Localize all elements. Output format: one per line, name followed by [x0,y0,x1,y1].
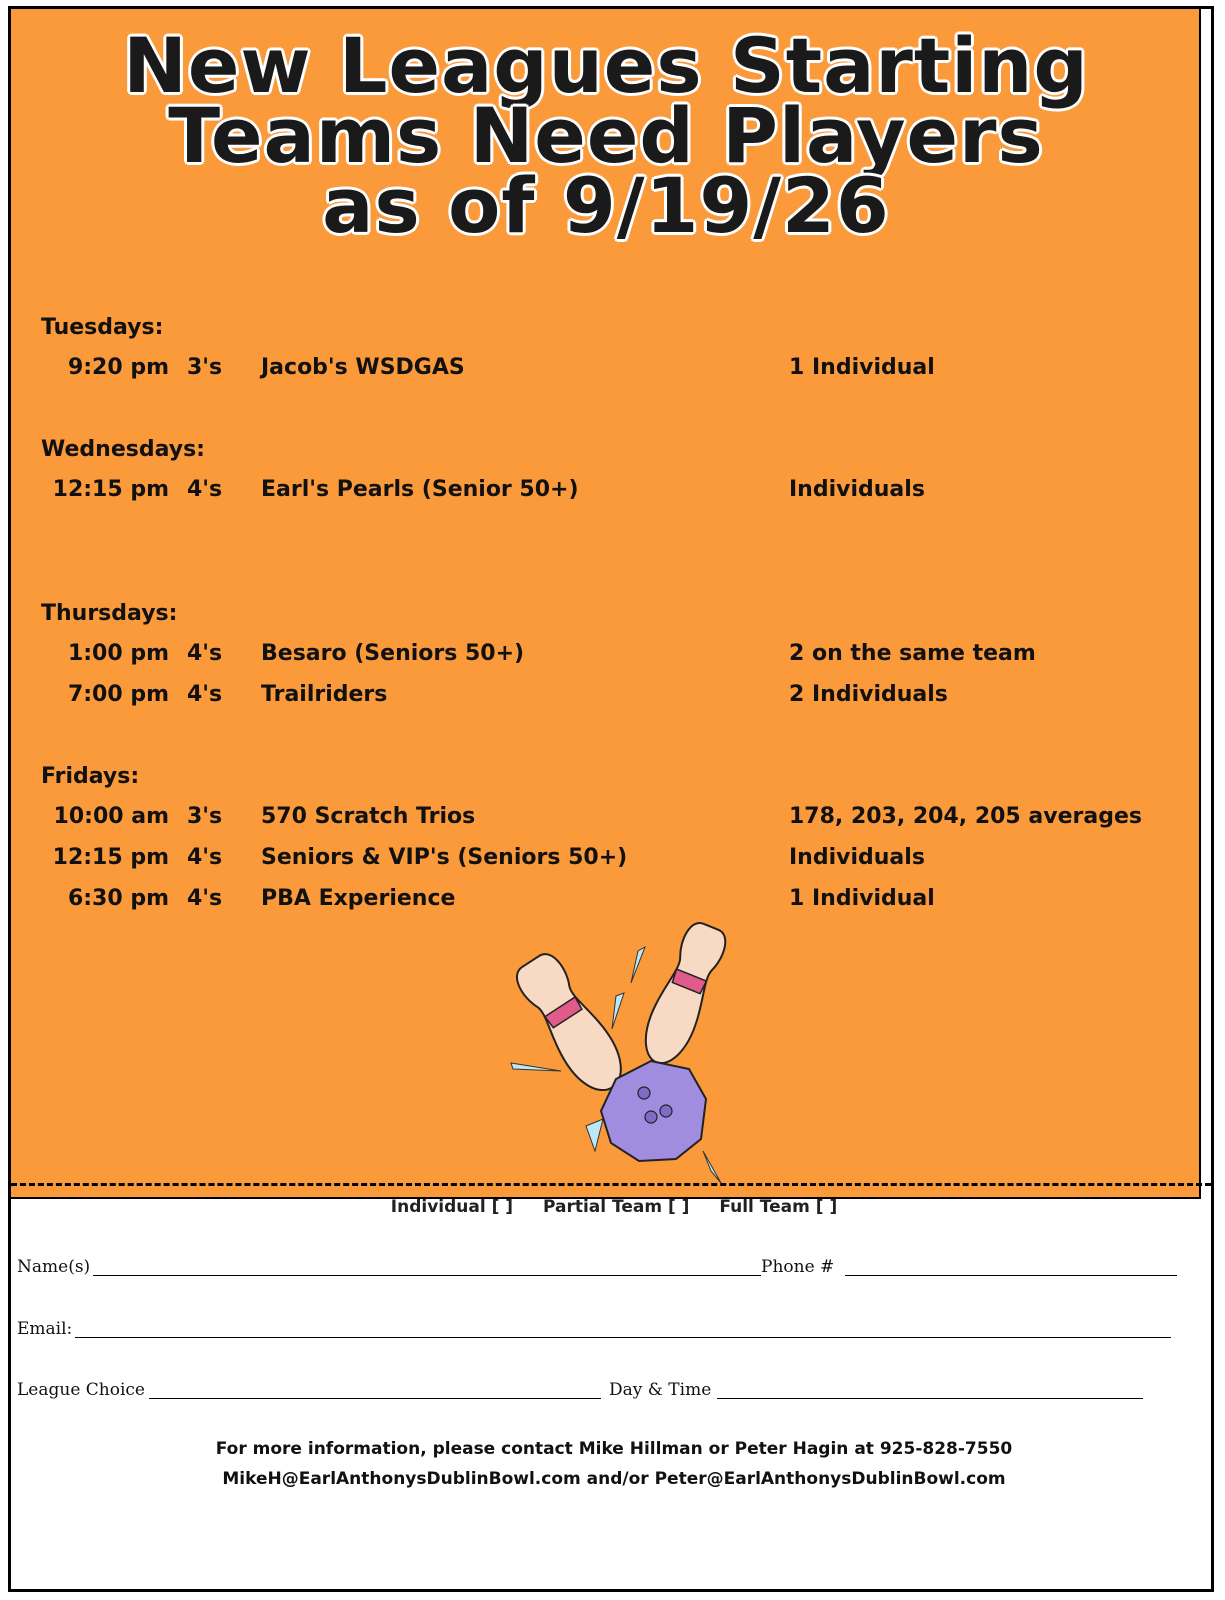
league-openings: Individuals [789,845,925,870]
headline-line-1: New Leagues Starting [123,21,1089,110]
individual-checkbox[interactable]: Individual [ ] [390,1197,514,1217]
league-name: Besaro (Seniors 50+) [261,641,525,666]
league-name: 570 Scratch Trios [261,804,476,829]
flyer-orange-panel [11,9,1201,1199]
league-row [11,845,1201,875]
league-team-size: 4's [187,886,223,911]
contact-info-line-1: For more information, please contact Mike Hillman or Peter Hagin at 925-828-7550 [215,1439,1013,1459]
league-row [11,682,1201,712]
email-label: Email: [17,1319,73,1339]
league-openings: 2 on the same team [789,641,1036,666]
day-time-label: Day & Time [609,1380,712,1400]
day-heading-wednesday: Wednesdays: [41,437,205,462]
membership-choice-row [11,1197,1217,1217]
flyer-frame [8,6,1214,1592]
day-time-field[interactable] [717,1398,1143,1399]
league-time: 1:00 pm [67,641,169,666]
league-openings: 1 Individual [789,886,935,911]
league-openings: 2 Individuals [789,682,948,707]
tear-off-dashed-line [11,1183,1211,1186]
league-time: 10:00 am [53,804,169,829]
league-name: Earl's Pearls (Senior 50+) [261,477,579,502]
league-name: Trailriders [261,682,388,707]
email-line [17,1319,1177,1345]
name-label: Name(s) [17,1257,91,1277]
league-choice-label: League Choice [17,1380,145,1400]
league-team-size: 3's [187,804,223,829]
league-name: PBA Experience [261,886,456,911]
league-row [11,641,1201,671]
bowling-pins-and-ball-icon [491,921,751,1191]
league-team-size: 3's [187,355,223,380]
league-team-size: 4's [187,682,223,707]
league-row [11,804,1201,834]
league-time: 6:30 pm [67,886,169,911]
contact-info-line-2: MikeH@EarlAnthonysDublinBowl.com and/or Peter@EarlAnthonysDublinBowl.com [222,1469,1006,1489]
bowling-pin-icon [635,921,731,1071]
name-field[interactable] [93,1275,761,1276]
email-field[interactable] [75,1337,1171,1338]
league-openings: 1 Individual [789,355,935,380]
league-time: 9:20 pm [67,355,169,380]
league-name: Seniors & VIP's (Seniors 50+) [261,845,628,870]
league-row [11,886,1201,916]
headline-line-3: as of 9/19/26 [322,161,890,250]
league-name: Jacob's WSDGAS [261,355,465,380]
league-row [11,355,1201,385]
league-time: 12:15 pm [52,477,169,502]
bowling-pin-icon [509,948,633,1102]
headline [11,21,1201,250]
league-time: 12:15 pm [52,845,169,870]
league-team-size: 4's [187,845,223,870]
partial-team-checkbox[interactable]: Partial Team [ ] [542,1197,690,1217]
league-row [11,477,1201,507]
league-choice-field[interactable] [149,1398,601,1399]
full-team-checkbox[interactable]: Full Team [ ] [719,1197,838,1217]
league-team-size: 4's [187,641,223,666]
headline-line-2: Teams Need Players [168,91,1044,180]
league-openings: 178, 203, 204, 205 averages [789,804,1142,829]
league-choice-line [17,1380,1177,1406]
league-time: 7:00 pm [67,682,169,707]
phone-label: Phone # [761,1257,835,1277]
day-heading-thursday: Thursdays: [41,601,178,626]
name-phone-line [17,1257,1177,1283]
league-team-size: 4's [187,477,223,502]
day-heading-friday: Fridays: [41,764,140,789]
phone-field[interactable] [845,1275,1177,1276]
day-heading-tuesday: Tuesdays: [41,315,164,340]
league-openings: Individuals [789,477,925,502]
